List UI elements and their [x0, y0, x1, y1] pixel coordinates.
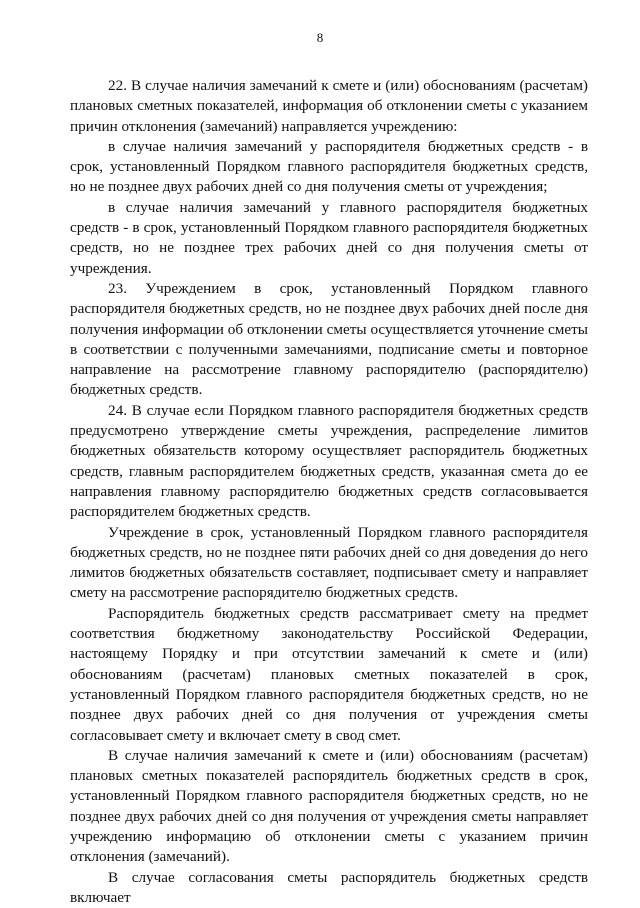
paragraph-22-main-distributor: в случае наличия замечаний у главного распорядителя бюджетных средств - в срок, установленный Порядком главного распорядителя бюджетных средств, но не позднее трех рабочих дней со дня получения сметы от учреждения.	[70, 198, 588, 277]
paragraph-24-remarks: В случае наличия замечаний к смете и (или) обоснованиям (расчетам) плановых сметных показателей распорядитель бюджетных средств в срок, установленный Порядком главного распорядителя бюджетных средств, но не позднее двух рабочих дней со дня получения от учреждения сметы направляет учреждению информацию об отклонении сметы с указанием причин отклонения (замечаний).	[70, 746, 588, 866]
paragraph-22: 22. В случае наличия замечаний к смете и (или) обоснованиям (расчетам) плановых сметных показателей, информация об отклонении сметы с указанием причин отклонения (замечаний) направляется учреждению:	[70, 77, 588, 135]
paragraph-24-approval: В случае согласования сметы распорядитель бюджетных средств включает	[70, 868, 588, 906]
paragraph-24-institution: Учреждение в срок, установленный Порядком главного распорядителя бюджетных средств, но не позднее пяти рабочих дней со дня доведения до него лимитов бюджетных обязательств составляет, подписывает смету и направляет смету на рассмотрение распорядителю бюджетных средств.	[70, 523, 588, 602]
page-number: 8	[316, 30, 324, 45]
document-body	[70, 76, 588, 908]
paragraph-24-review: Распорядитель бюджетных средств рассматривает смету на предмет соответствия бюджетному законодательству Российской Федерации, настоящему Порядку и при отсутствии замечаний к смете и (или) обоснованиям (расчетам) плановых сметных показателей в срок, установленный Порядком главного распорядителя бюджетных средств, но не позднее двух рабочих дней со дня получения от учреждения сметы согласовывает смету и включает смету в свод смет.	[70, 604, 588, 744]
paragraph-23: 23. Учреждением в срок, установленный Порядком главного распорядителя бюджетных средств, но не позднее двух рабочих дней после дня получения информации об отклонении сметы осуществляется уточнение сметы в соответствии с полученными замечаниями, подписание сметы и повторное направление на рассмотрение главному распорядителю (распорядителю) бюджетных средств.	[70, 279, 588, 399]
paragraph-22-distributor: в случае наличия замечаний у распорядителя бюджетных средств - в срок, установленный Порядком главного распорядителя бюджетных средств, но не позднее двух рабочих дней со дня получения сметы от учреждения;	[70, 137, 588, 196]
paragraph-24: 24. В случае если Порядком главного распорядителя бюджетных средств предусмотрено утверждение сметы учреждения, распределение лимитов бюджетных обязательств которому осуществляет распорядитель бюджетных средств, главным распорядителем бюджетных средств, указанная смета до ее направления главному распорядителю бюджетных средств согласовывается распорядителем бюджетных средств.	[70, 401, 588, 521]
